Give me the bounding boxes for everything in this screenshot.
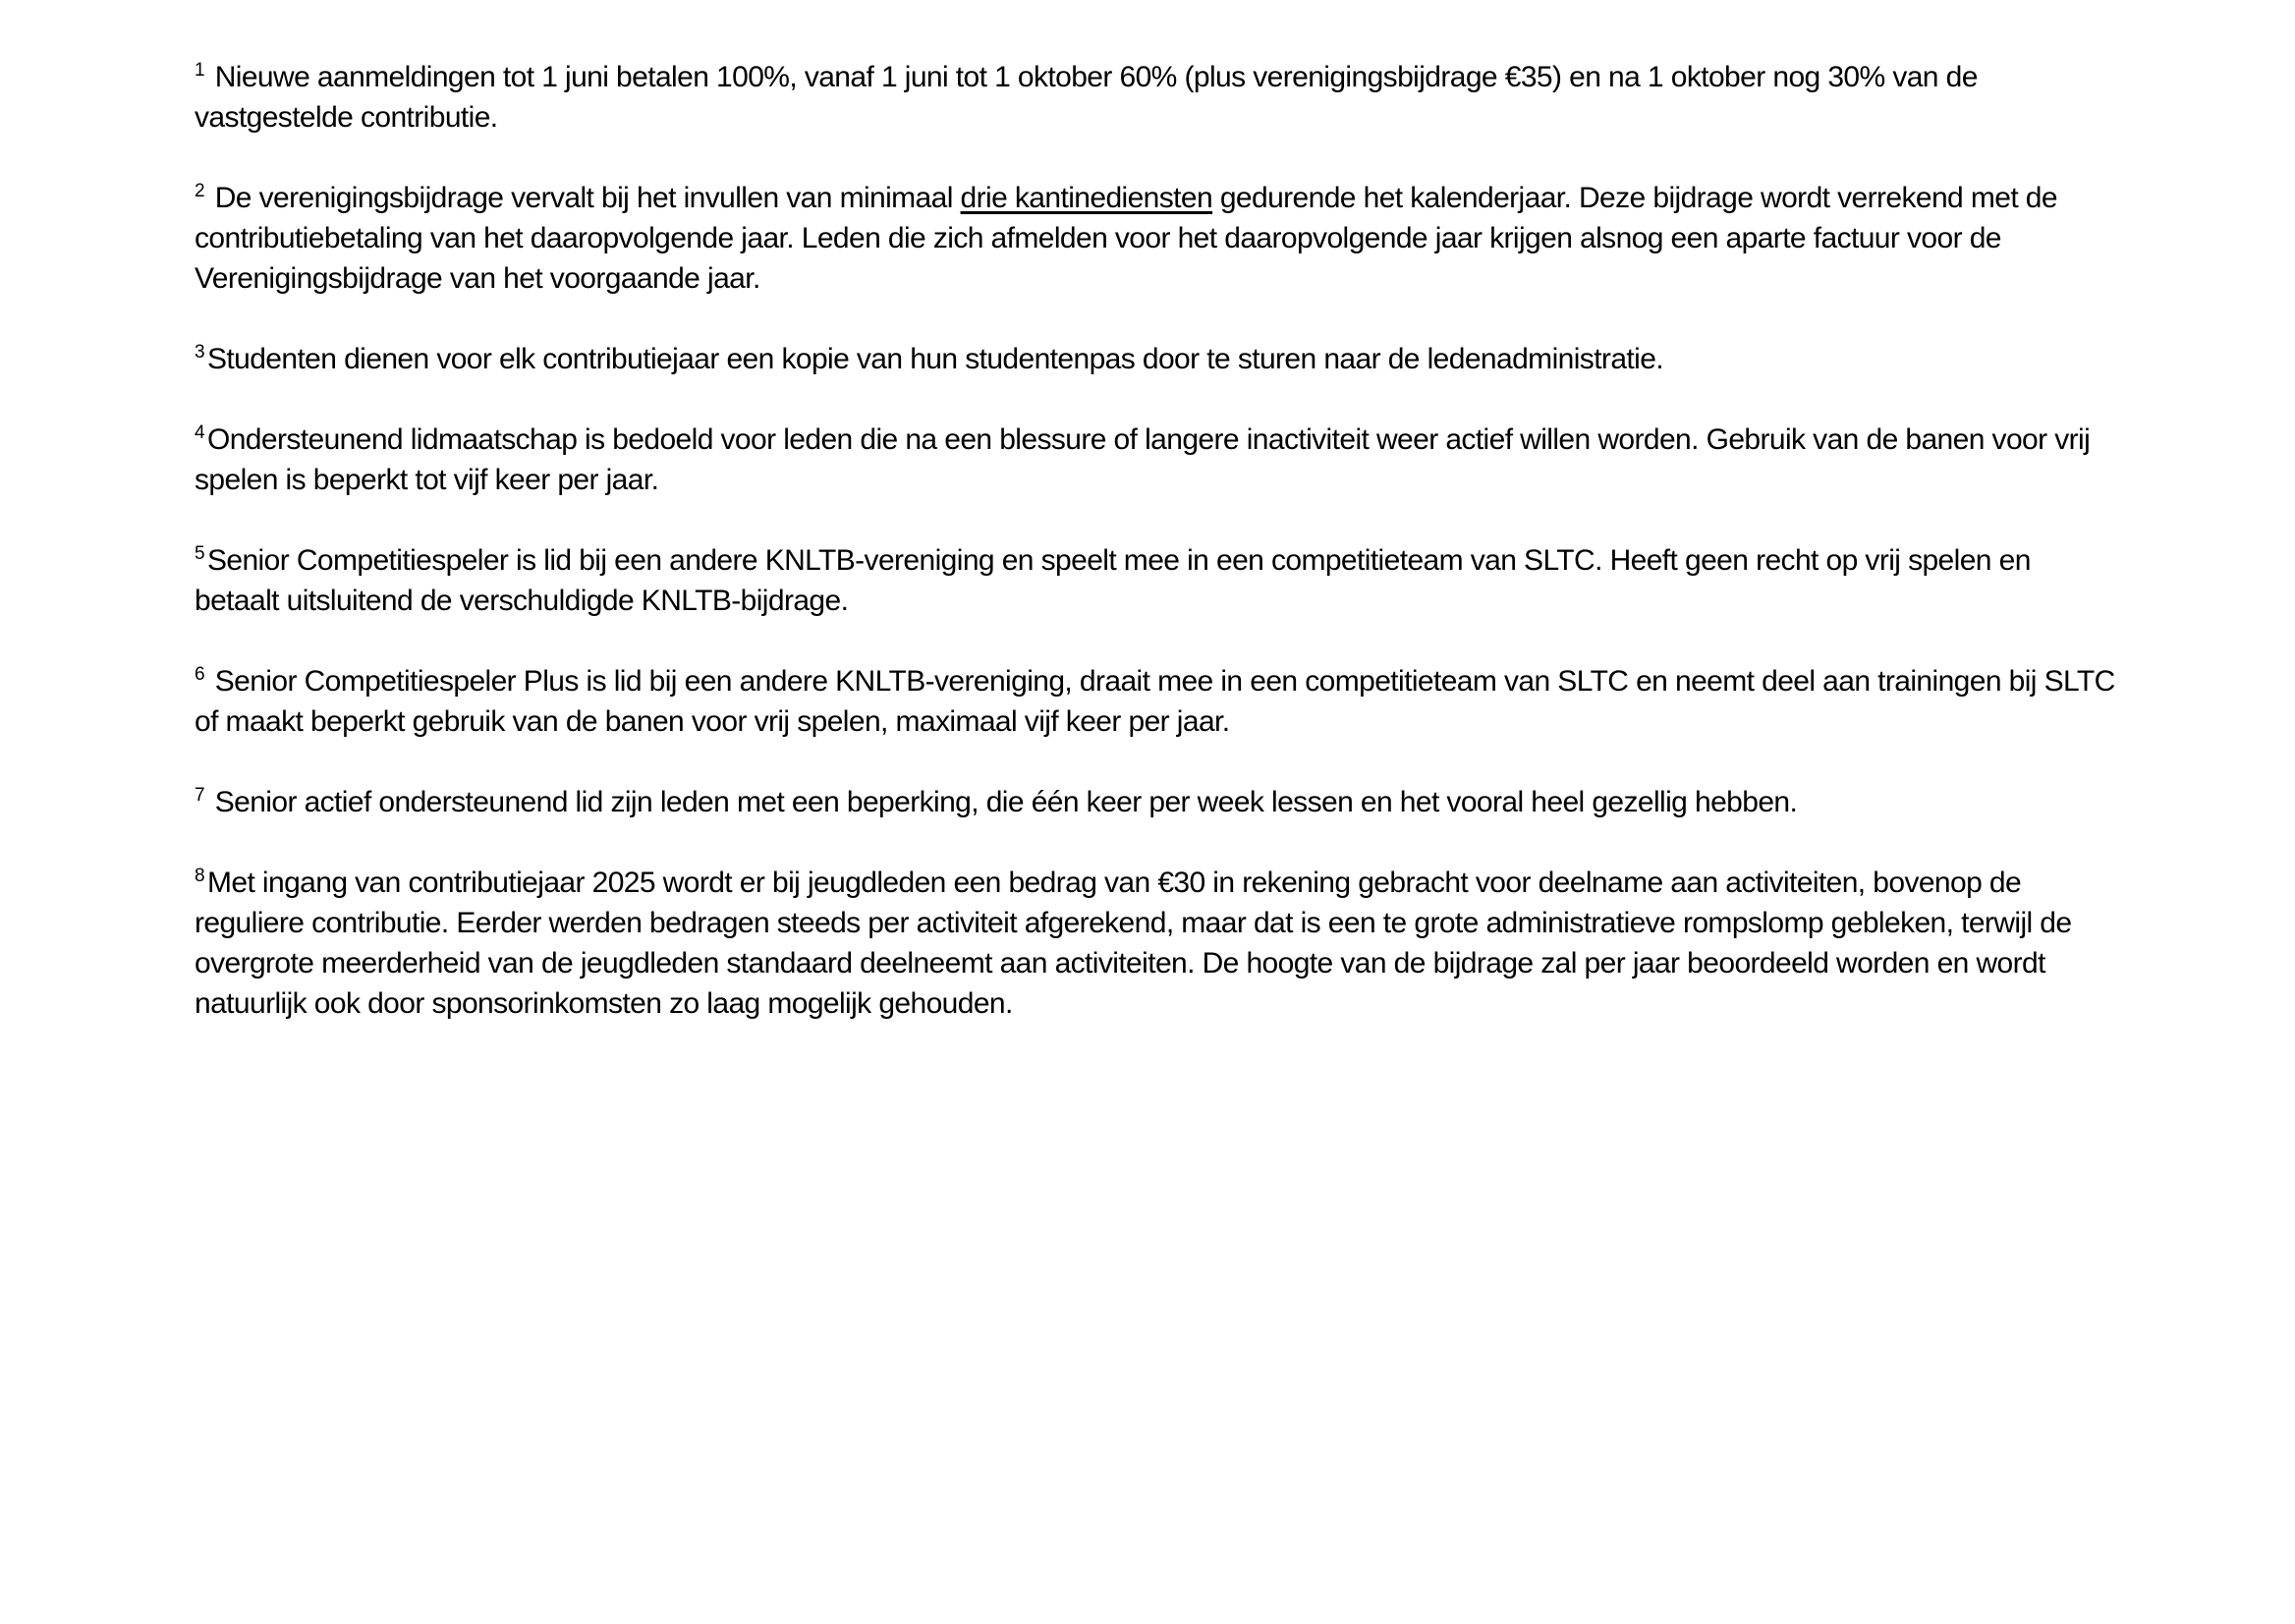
- footnote-8: [195, 863, 2120, 1024]
- footnote-number: 2: [195, 181, 204, 201]
- footnotes-page: [195, 57, 2120, 1064]
- footnote-7: [195, 782, 2120, 822]
- footnote-number: 7: [195, 785, 204, 806]
- footnote-number: 1: [195, 60, 204, 81]
- footnote-number: 8: [195, 866, 204, 886]
- footnote-1: [195, 57, 2120, 138]
- footnote-text: gedurende het kalenderjaar. Deze bijdrage wordt verrekend met de contributiebetaling van het daaropvolgende jaar. Leden die zich afmelden voor het daaropvolgende jaar krijgen alsnog een aparte factuur voor de Verenigingsbijdrage van het voorgaande jaar.: [195, 182, 2057, 295]
- footnote-text: Met ingang van contributiejaar 2025 wordt er bij jeugdleden een bedrag van €30 in rekening gebracht voor deelname aan activiteiten, bovenop de reguliere contributie. Eerder werden bedragen steeds per activiteit afgerekend, maar dat is een te grote administratieve rompslomp gebleken, terwijl de overgrote meerderheid van de jeugdleden standaard deelneemt aan activiteiten. De hoogte van de bijdrage zal per jaar beoordeeld worden en wordt natuurlijk ook door sponsorinkomsten zo laag mogelijk gehouden.: [195, 867, 2072, 1020]
- footnote-number: 5: [195, 543, 204, 564]
- kantinediensten-link[interactable]: drie kantinediensten: [960, 182, 1213, 214]
- footnote-4: [195, 420, 2120, 500]
- footnote-3: [195, 339, 2120, 379]
- footnote-number: 3: [195, 342, 204, 363]
- footnote-text: Ondersteunend lidmaatschap is bedoeld voor leden die na een blessure of langere inactiviteit weer actief willen worden. Gebruik van de banen voor vrij spelen is beperkt tot vijf keer per jaar.: [195, 423, 2091, 496]
- footnote-5: [195, 540, 2120, 621]
- footnote-text: Senior Competitiespeler is lid bij een andere KNLTB-vereniging en speelt mee in een competitieteam van SLTC. Heeft geen recht op vrij spelen en betaalt uitsluitend de verschuldigde KNLTB-bijdrage.: [195, 544, 2031, 617]
- footnote-text: Senior actief ondersteunend lid zijn leden met een beperking, die één keer per week lessen en het vooral heel gezellig hebben.: [214, 786, 1798, 818]
- footnote-6: [195, 661, 2120, 742]
- footnote-number: 6: [195, 664, 204, 685]
- footnote-text: Studenten dienen voor elk contributiejaar een kopie van hun studentenpas door te sturen naar de ledenadministratie.: [206, 343, 1664, 375]
- footnote-text: De verenigingsbijdrage vervalt bij het invullen van minimaal: [214, 182, 953, 214]
- footnote-text: Nieuwe aanmeldingen tot 1 juni betalen 100%, vanaf 1 juni tot 1 oktober 60% (plus verenigingsbijdrage €35) en na 1 oktober nog 30% van de vastgestelde contributie.: [195, 61, 1978, 134]
- footnote-text: Senior Competitiespeler Plus is lid bij een andere KNLTB-vereniging, draait mee in een competitieteam van SLTC en neemt deel aan trainingen bij SLTC of maakt beperkt gebruik van de banen voor vrij spelen, maximaal vijf keer per jaar.: [195, 665, 2115, 738]
- footnote-number: 4: [195, 422, 204, 443]
- footnote-2: [195, 178, 2120, 299]
